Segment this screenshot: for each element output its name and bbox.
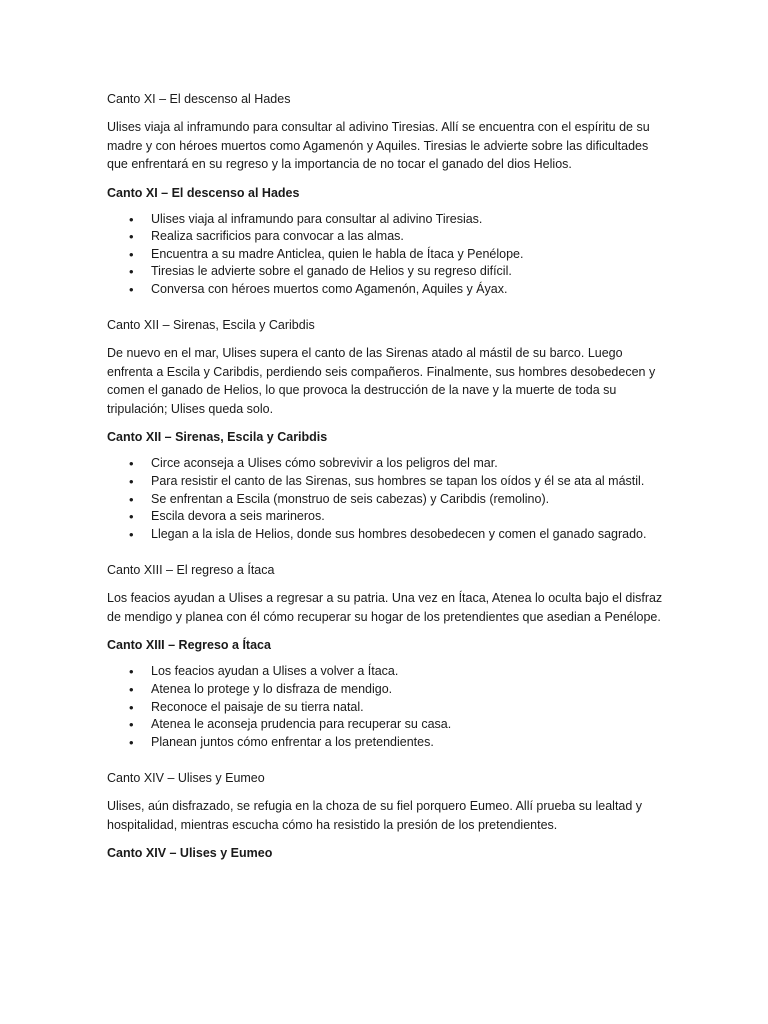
- list-item: [107, 473, 667, 491]
- list-item-text: Atenea le aconseja prudencia para recuperar su casa.: [151, 717, 452, 732]
- bullet-icon: •: [129, 664, 134, 680]
- list-item: [107, 263, 667, 281]
- section-paragraph: Ulises, aún disfrazado, se refugia en la choza de su fiel porquero Eumeo. Allí prueba su lealtad y hospitalidad, mientras escucha cómo ha resistido la presión de los pretendientes.: [107, 799, 643, 832]
- list-item: [107, 699, 667, 717]
- summary-list: [107, 211, 667, 299]
- list-item: [107, 246, 667, 264]
- section-paragraph: De nuevo en el mar, Ulises supera el canto de las Sirenas atado al mástil de su barco. Luego enfrenta a Escila y Caribdis, perdiendo seis compañeros. Finalmente, sus hombres desobedecen y comen el ganado de Helios, lo que provoca la destrucción de la nave y la muerte de toda su tripulación; Ulises queda solo.: [107, 346, 656, 416]
- list-item: [107, 228, 667, 246]
- list-item-text: Se enfrentan a Escila (monstruo de seis cabezas) y Caribdis (remolino).: [151, 491, 550, 506]
- canto-section: [107, 317, 667, 562]
- summary-heading: Canto XII – Sirenas, Escila y Caribdis: [107, 430, 328, 445]
- list-item: [107, 211, 667, 229]
- list-item-text: Realiza sacrificios para convocar a las almas.: [151, 229, 404, 244]
- summary-list: [107, 455, 667, 543]
- bullet-icon: •: [129, 211, 134, 227]
- summary-list: [107, 663, 667, 751]
- section-spacer: [107, 543, 667, 562]
- section-heading: Canto XI – El descenso al Hades: [107, 92, 291, 106]
- bullet-icon: •: [129, 509, 134, 525]
- list-item-text: Llegan a la isla de Helios, donde sus hombres desobedecen y comen el ganado sagrado.: [151, 526, 647, 541]
- bullet-icon: •: [129, 682, 134, 698]
- list-item: [107, 455, 667, 473]
- bullet-icon: •: [129, 246, 134, 262]
- document-body: [107, 91, 667, 871]
- list-item-text: Encuentra a su madre Anticlea, quien le habla de Ítaca y Penélope.: [151, 246, 524, 261]
- bullet-icon: •: [129, 229, 134, 245]
- bullet-icon: •: [129, 734, 134, 750]
- list-item: [107, 508, 667, 526]
- list-item: [107, 663, 667, 681]
- section-heading: Canto XII – Sirenas, Escila y Caribdis: [107, 318, 315, 333]
- section-heading: Canto XIII – El regreso a Ítaca: [107, 563, 275, 578]
- section-heading: Canto XIV – Ulises y Eumeo: [107, 771, 265, 786]
- canto-section: [107, 770, 667, 861]
- bullet-icon: •: [129, 717, 134, 733]
- bullet-icon: •: [129, 474, 134, 490]
- list-item-text: Tiresias le advierte sobre el ganado de Helios y su regreso difícil.: [151, 264, 512, 279]
- canto-section: [107, 91, 667, 317]
- section-spacer: [107, 298, 667, 317]
- list-item: [107, 526, 667, 544]
- bullet-icon: •: [129, 281, 134, 297]
- section-paragraph: Ulises viaja al inframundo para consultar al adivino Tiresias. Allí se encuentra con el espíritu de su madre y con héroes muertos como Agamenón y Aquiles. Tiresias le advierte sobre las dificultades que enfrentará en su regreso y la importancia de no tocar el ganado del dios Helios.: [107, 120, 650, 171]
- summary-heading: Canto XIV – Ulises y Eumeo: [107, 846, 273, 861]
- list-item-text: Los feacios ayudan a Ulises a volver a Ítaca.: [151, 664, 399, 679]
- section-spacer: [107, 751, 667, 770]
- list-item-text: Escila devora a seis marineros.: [151, 509, 325, 524]
- canto-section: [107, 562, 667, 770]
- list-item: [107, 491, 667, 509]
- list-item-text: Para resistir el canto de las Sirenas, sus hombres se tapan los oídos y él se ata al mástil.: [151, 474, 645, 489]
- list-item-text: Conversa con héroes muertos como Agamenón, Aquiles y Áyax.: [151, 281, 508, 296]
- list-item-text: Reconoce el paisaje de su tierra natal.: [151, 699, 364, 714]
- bullet-icon: •: [129, 456, 134, 472]
- list-item-text: Planean juntos cómo enfrentar a los pretendientes.: [151, 734, 434, 749]
- bullet-icon: •: [129, 526, 134, 542]
- bullet-icon: •: [129, 699, 134, 715]
- bullet-icon: •: [129, 491, 134, 507]
- list-item: [107, 716, 667, 734]
- section-paragraph: Los feacios ayudan a Ulises a regresar a su patria. Una vez en Ítaca, Atenea lo oculta bajo el disfraz de mendigo y planea con él cómo recuperar su hogar de los pretendientes que asedian a Penélope.: [107, 591, 663, 624]
- list-item-text: Atenea lo protege y lo disfraza de mendigo.: [151, 682, 393, 697]
- list-item: [107, 734, 667, 752]
- summary-heading: Canto XIII – Regreso a Ítaca: [107, 638, 271, 653]
- list-item-text: Ulises viaja al inframundo para consultar al adivino Tiresias.: [151, 211, 483, 226]
- list-item: [107, 681, 667, 699]
- list-item-text: Circe aconseja a Ulises cómo sobrevivir a los peligros del mar.: [151, 456, 498, 471]
- summary-heading: Canto XI – El descenso al Hades: [107, 185, 300, 200]
- bullet-icon: •: [129, 264, 134, 280]
- list-item: [107, 281, 667, 299]
